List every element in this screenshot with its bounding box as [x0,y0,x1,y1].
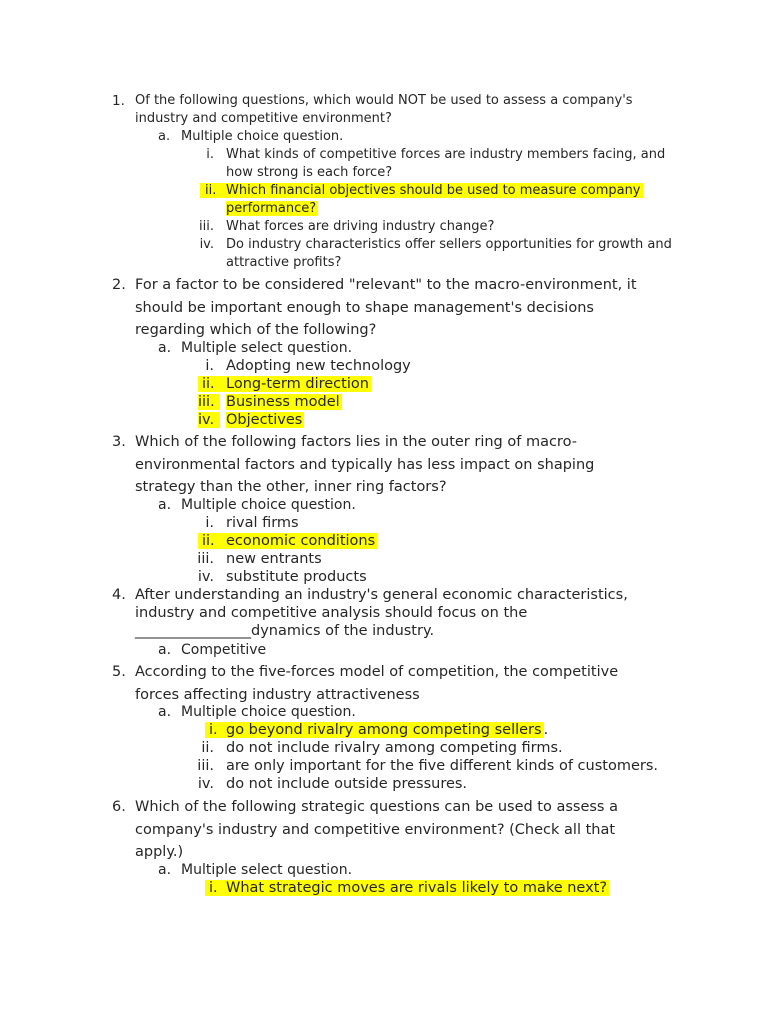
option-numeral-text: i. [205,880,226,896]
option-text [226,393,686,411]
option-text-line: Long-term direction [226,376,369,392]
question-text: According to the five-forces model of competition, the competitive forces affecting industry attractiveness [135,664,619,703]
option-numeral [198,393,226,411]
question-text-line: After understanding an industry's general economic characteristics, [135,587,628,603]
question-text [135,586,695,640]
option-numeral-text: iv. [198,412,220,428]
sub-marker: a. [158,862,172,878]
option-numeral: i. [205,358,214,374]
option-text: rival firms [226,515,299,531]
option-text [226,411,686,429]
sub-marker: a. [158,129,171,144]
option-numeral: iii. [197,551,214,567]
option-text: do not include outside pressures. [226,776,468,792]
option-numeral-text: ii. [200,183,228,198]
option-numeral: i. [206,147,214,162]
option-text: What kinds of competitive forces are industry members facing, and how strong is each force? [226,147,666,180]
option-numeral: iv. [197,776,214,792]
option-text-line: performance? [226,201,317,216]
option-text-line: Business model [226,394,340,410]
option-numeral [205,721,226,739]
option-numeral: iv. [199,237,214,252]
option-text [226,182,686,218]
option-numeral [198,532,226,550]
option-text-line: What strategic moves are rivals likely to make next? [226,880,608,896]
option-text-line: go beyond rivalry among competing sellers [226,722,542,738]
sub-marker: a. [158,704,172,720]
option-text [226,879,686,897]
option-numeral: ii. [201,740,214,756]
question-text: Which of the following strategic questions can be used to assess a company's industry and competitive environment? (Check all that apply.) [135,799,618,860]
option-numeral [200,182,226,200]
option-numeral: iii. [197,758,214,774]
option-text [226,721,686,739]
option-numeral: i. [205,515,214,531]
option-text-suffix: . [543,722,549,738]
option-text: do not include rivalry among competing firms. [226,740,563,756]
option-numeral: iv. [197,569,214,585]
question-text: For a factor to be considered "relevant" to the macro-environment, it should be important enough to shape management's decisions regarding which of the following? [135,277,637,338]
answer-text: Competitive [181,642,267,658]
option-numeral [198,411,226,429]
question-text-line: ________________dynamics of the industry. [135,623,435,639]
option-text: Adopting new technology [226,358,411,374]
option-text: Do industry characteristics offer sellers opportunities for growth and attractive profits? [226,237,672,270]
sub-marker: a. [158,642,172,658]
option-text-line: Objectives [226,412,303,428]
option-numeral [198,375,226,393]
question-number: 6. [112,799,126,815]
question-number: 1. [112,93,125,109]
question-number: 4. [112,587,126,603]
option-text: substitute products [226,569,367,585]
question-text-line: industry and competitive analysis should focus on the [135,605,528,621]
answer-type: Multiple choice question. [181,129,344,144]
option-numeral-text: ii. [198,533,225,549]
answer-type: Multiple select question. [181,862,353,878]
question-number: 5. [112,664,126,680]
question-number: 3. [112,434,126,450]
option-numeral-text: i. [205,722,226,738]
question-text: Of the following questions, which would NOT be used to assess a company's industry and competitive environment? [135,93,633,126]
answer-type: Multiple choice question. [181,497,356,513]
question-number: 2. [112,277,126,293]
answer-type: Multiple choice question. [181,704,356,720]
option-numeral: iii. [199,219,214,234]
option-text: are only important for the five different kinds of customers. [226,758,658,774]
option-numeral [205,879,226,897]
answer-type: Multiple select question. [181,340,353,356]
option-text: What forces are driving industry change? [226,219,495,234]
option-text: new entrants [226,551,322,567]
option-numeral-text: iii. [198,394,220,410]
option-text [226,532,686,550]
option-text-line: Which financial objectives should be used to measure company [226,183,641,198]
option-text [226,375,686,393]
option-text-line: economic conditions [226,533,376,549]
option-numeral-text: ii. [198,376,225,392]
sub-marker: a. [158,340,172,356]
sub-marker: a. [158,497,172,513]
question-text: Which of the following factors lies in the outer ring of macro-environmental factors and typically has less impact on shaping strategy than the other, inner ring factors? [135,434,595,495]
